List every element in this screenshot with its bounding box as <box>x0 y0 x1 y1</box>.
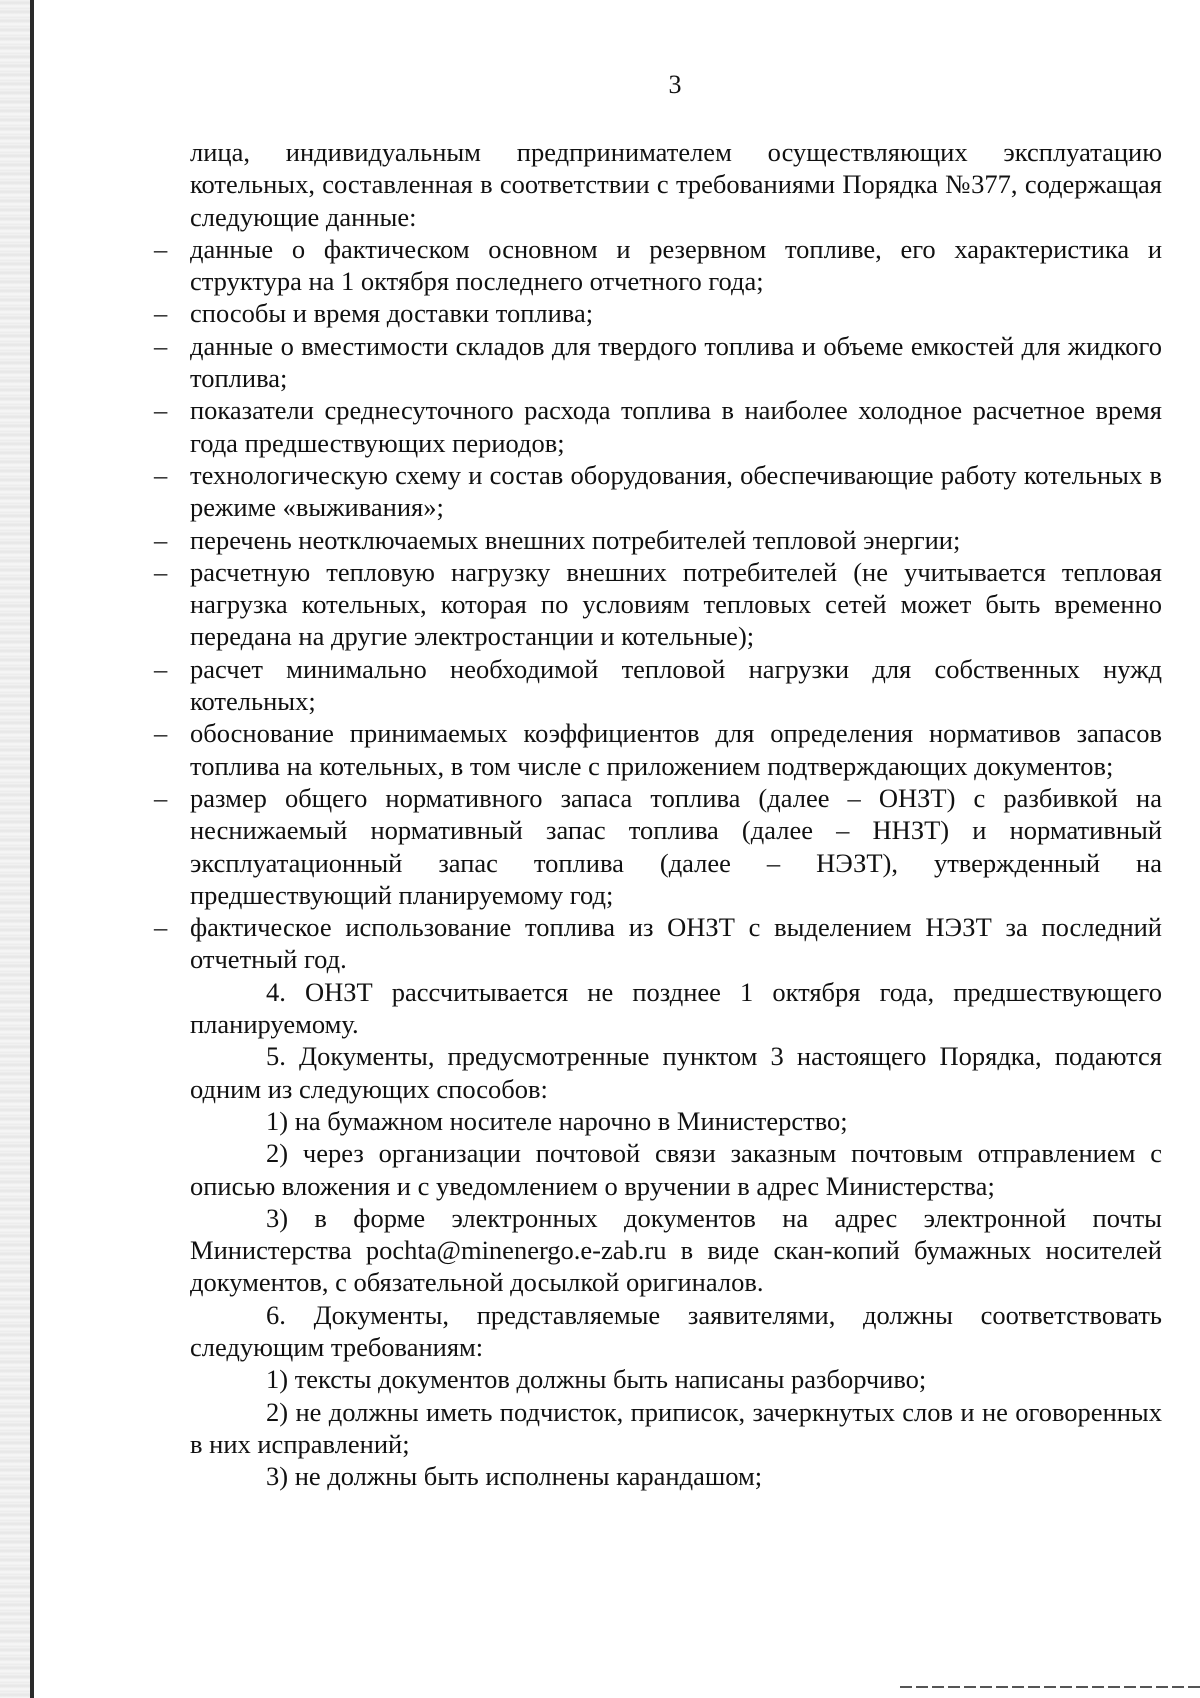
list-item-text: расчетную тепловую нагрузку внешних потребителей (не учитывается тепловая нагрузка котельных, которая по условиям тепловых сетей может быть временно передана на другие электростанции и котельные); <box>190 556 1162 652</box>
list-item <box>154 782 1162 911</box>
list-item-text: перечень неотключаемых внешних потребителей тепловой энергии; <box>190 524 961 555</box>
list-item <box>154 911 1162 976</box>
list-item-text: фактическое использование топлива из ОНЗТ с выделением НЭЗТ за последний отчетный год. <box>190 912 1162 975</box>
dash-marker: – <box>154 330 168 361</box>
page-number: 3 <box>668 70 682 99</box>
list-item <box>154 717 1162 782</box>
dash-marker: – <box>154 395 168 426</box>
list-item <box>154 459 1162 524</box>
paragraph-6: 6. Документы, представляемые заявителями, должны соответствовать следующим требованиям: <box>190 1299 1162 1362</box>
paragraph-5: 5. Документы, предусмотренные пунктом 3 настоящего Порядка, подаются одним из следующих способов: <box>190 1041 1162 1104</box>
list-item-text: размер общего нормативного запаса топлива (далее – ОНЗТ) с разбивкой на неснижаемый нормативный запас топлива (далее – ННЗТ) и нормативный эксплуатационный запас топлива (далее – НЭЗТ), утвержденный на предшествующий планируемому год; <box>190 782 1162 910</box>
dash-marker: – <box>154 912 168 943</box>
dash-marker: – <box>154 556 168 587</box>
paragraph-6-item-2: 2) не должны иметь подчисток, приписок, зачеркнутых слов и не оговоренных в них исправлений; <box>190 1396 1162 1459</box>
requirements-list <box>154 233 1162 976</box>
list-item <box>154 297 1162 329</box>
intro-paragraph: лица, индивидуальным предпринимателем осуществляющих эксплуатацию котельных, составленная в соответствии с требованиями Порядка №377, содержащая следующие данные: <box>190 137 1162 232</box>
list-item <box>154 394 1162 459</box>
paragraph-5-item-1: 1) на бумажном носителе нарочно в Министерство; <box>266 1105 848 1136</box>
dash-marker: – <box>154 718 168 749</box>
dash-marker: – <box>154 233 168 264</box>
list-item <box>154 330 1162 395</box>
paragraph-6-item-1: 1) тексты документов должны быть написаны разборчиво; <box>266 1364 927 1395</box>
paragraph-4: 4. ОНЗТ рассчитывается не позднее 1 октября года, предшествующего планируемому. <box>190 976 1162 1040</box>
dash-marker: – <box>154 524 168 555</box>
list-item-text: показатели среднесуточного расхода топлива в наиболее холодное расчетное время года предшествующих периодов; <box>190 395 1162 458</box>
dash-marker: – <box>154 782 168 813</box>
list-item-text: данные о фактическом основном и резервном топливе, его характеристика и структура на 1 октября последнего отчетного года; <box>190 233 1162 297</box>
document-body <box>154 136 1162 1492</box>
dash-marker: – <box>154 298 168 329</box>
dash-marker: – <box>154 653 168 684</box>
list-item-text: технологическую схему и состав оборудования, обеспечивающие работу котельных в режиме «выживания»; <box>190 459 1162 523</box>
list-item <box>154 233 1162 298</box>
list-item-text: обоснование принимаемых коэффициентов для определения нормативов запасов топлива на котельных, в том числе с приложением подтверждающих документов; <box>190 718 1162 781</box>
list-item-text: данные о вместимости складов для твердого топлива и объеме емкостей для жидкого топлива; <box>190 330 1162 394</box>
dash-marker: – <box>154 459 168 490</box>
list-item <box>154 524 1162 556</box>
scan-edge <box>0 0 34 1698</box>
list-item-text: способы и время доставки топлива; <box>190 298 594 329</box>
scan-bottom-mark <box>900 1686 1200 1688</box>
list-item <box>154 653 1162 718</box>
paragraph-5-item-2: 2) через организации почтовой связи заказным почтовым отправлением с описью вложения и с уведомлением о вручении в адрес Министерства; <box>190 1138 1162 1201</box>
paragraph-6-item-3: 3) не должны быть исполнены карандашом; <box>266 1461 763 1492</box>
list-item <box>154 556 1162 653</box>
list-item-text: расчет минимально необходимой тепловой нагрузки для собственных нужд котельных; <box>190 653 1162 717</box>
paragraph-5-item-3: 3) в форме электронных документов на адрес электронной почты Министерства pochta@minenergo.e-zab.ru в виде скан-копий бумажных носителей документов, с обязательной досылкой оригиналов. <box>190 1202 1162 1298</box>
scan-binding-line <box>30 0 34 1698</box>
